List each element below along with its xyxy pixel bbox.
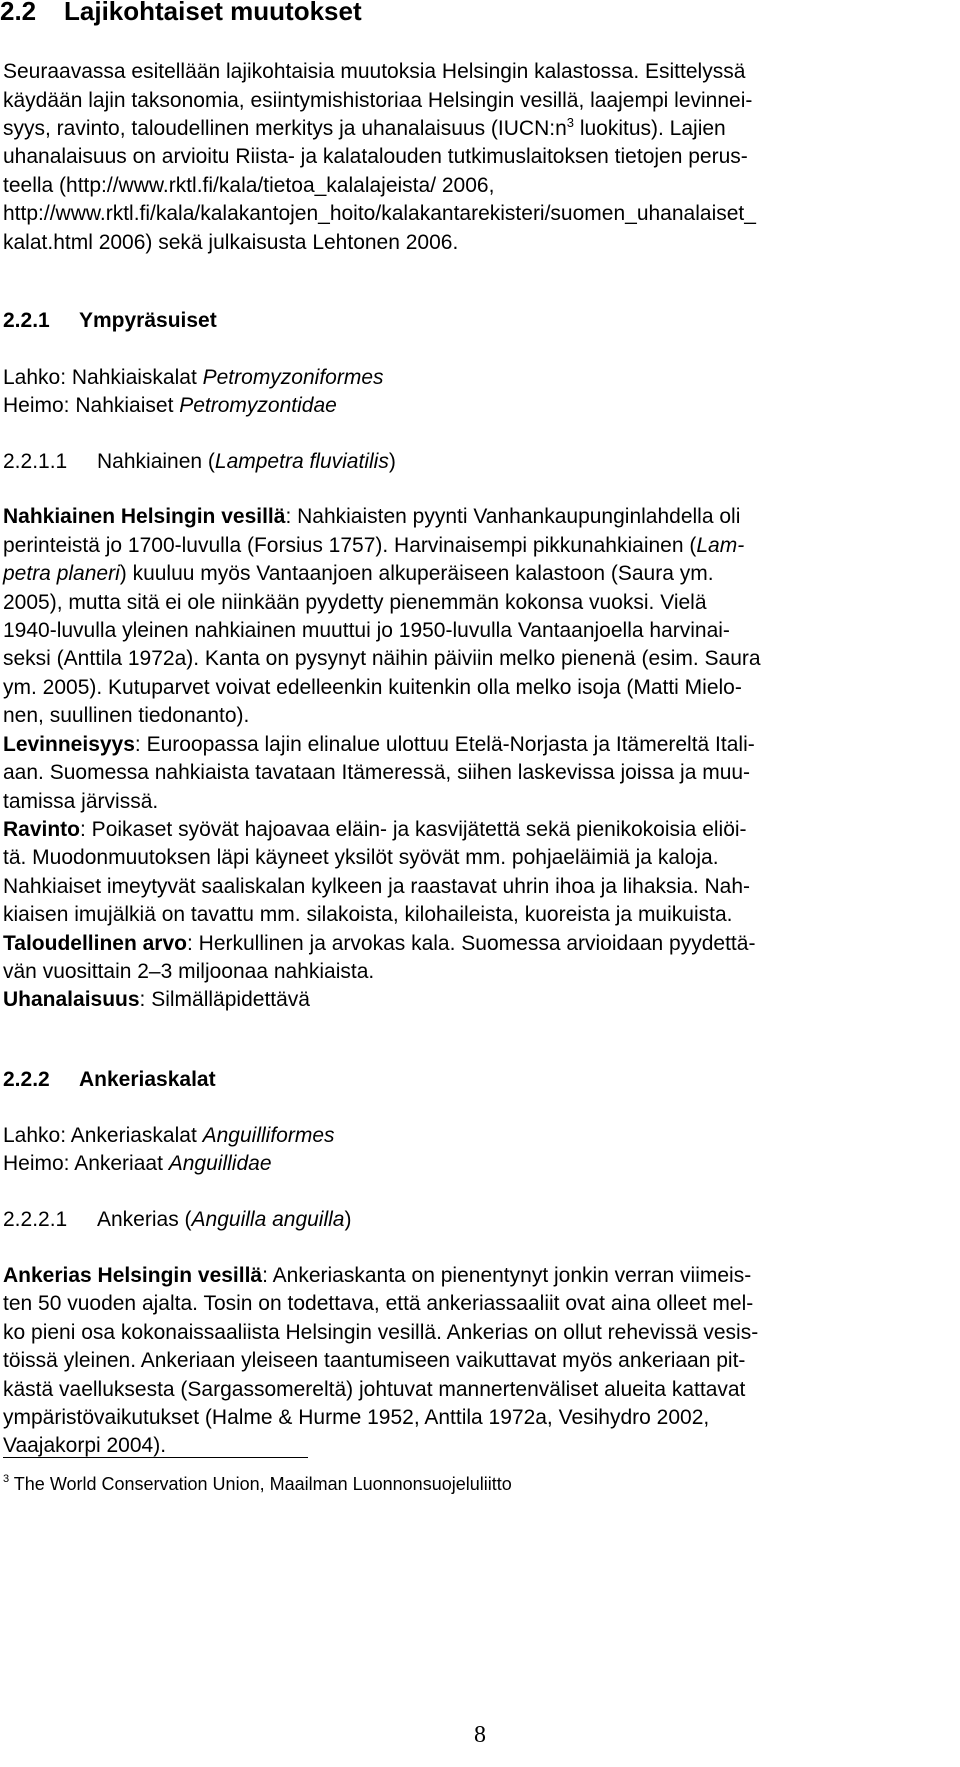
body-line: töissä yleinen. Ankeriaan yleiseen taantumiseen vaikuttavat myös ankeriaan pit-	[3, 1349, 746, 1372]
distribution-line: aan. Suomessa nahkiaista tavataan Itämeressä, siihen laskevissa joissa ja muu-	[3, 761, 751, 784]
section-number: 2.2	[0, 0, 37, 26]
body-line: Vaajakorpi 2004).	[3, 1434, 167, 1457]
economic-value-line: vän vuosittain 2–3 miljoonaa nahkiaista.	[3, 960, 375, 983]
economic-value-line: Taloudellinen arvo: Herkullinen ja arvokas kala. Suomessa arvioidaan pyydettä-	[3, 932, 756, 955]
footnote	[3, 1474, 512, 1495]
distribution-line: tamissa järvissä.	[3, 790, 159, 813]
body-line: nen, suullinen tiedonanto).	[3, 704, 250, 727]
diet-line: Ravinto: Poikaset syövät hajoavaa eläin- ja kasvijätettä sekä pienikokoisia eliöi-	[3, 818, 747, 841]
page-number: 8	[474, 1722, 486, 1748]
body-line: kästä vaelluksesta (Sargassomereltä) johtuvat mannertenväliset alueita kattavat	[3, 1378, 746, 1401]
footnote-text: The World Conservation Union, Maailman Luonnonsuojeluliitto	[9, 1474, 512, 1494]
section-heading	[0, 0, 362, 27]
footnote-ref: 3	[566, 115, 574, 130]
body-line: 1940-luvulla yleinen nahkiainen muuttui jo 1950-luvulla Vantaanjoella harvinai-	[3, 619, 730, 642]
body-line: ten 50 vuoden ajalta. Tosin on todettava, että ankeriassaaliit ovat aina olleet mel-	[3, 1292, 754, 1315]
intro-line: Seuraavassa esitellään lajikohtaisia muutoksia Helsingin kalastossa. Esittelyssä	[3, 60, 746, 83]
section-title: Lajikohtaiset muutokset	[64, 0, 362, 26]
intro-line: käydään lajin taksonomia, esiintymishistoriaa Helsingin vesillä, laajempi levinnei-	[3, 89, 753, 112]
taxonomy-order: Lahko: Ankeriaskalat Anguilliformes	[3, 1124, 335, 1147]
subsection-heading: 2.2.1 Ympyräsuiset	[3, 309, 217, 332]
body-line: perinteistä jo 1700-luvulla (Forsius 1757). Harvinaisempi pikkunahkiainen (Lam-	[3, 534, 745, 557]
body-line: seksi (Anttila 1972a). Kanta on pysynyt näihin päiviin melko pienenä (esim. Saura	[3, 647, 761, 670]
body-line: Nahkiainen Helsingin vesillä: Nahkiaisten pyynti Vanhankaupunginlahdella oli	[3, 505, 741, 528]
diet-line: kiaisen imujälkiä on tavattu mm. silakoista, kilohaileista, kuoreista ja muikuista.	[3, 903, 733, 926]
intro-line: syys, ravinto, taloudellinen merkitys ja uhanalaisuus ($IUCN:n^3$ luokitus). Lajien	[3, 115, 726, 140]
footnote-divider	[3, 1457, 308, 1458]
taxonomy-family: Heimo: Nahkiaiset Petromyzontidae	[3, 394, 337, 417]
species-heading: 2.2.2.1 Ankerias (Anguilla anguilla)	[3, 1208, 352, 1231]
footnote-mark: 3	[3, 1473, 10, 1485]
body-line: ym. 2005). Kutuparvet voivat edelleenkin kuitenkin olla melko isoja (Matti Mielo-	[3, 676, 742, 699]
species-heading: 2.2.1.1 Nahkiainen (Lampetra fluviatilis)	[3, 450, 396, 473]
diet-line: tä. Muodonmuutoksen läpi käyneet yksilöt syövät mm. pohjaeläimiä ja kaloja.	[3, 846, 719, 869]
body-line: petra planeri) kuuluu myös Vantaanjoen alkuperäiseen kalastoon (Saura ym.	[3, 562, 714, 585]
subsection-heading: 2.2.2 Ankeriaskalat	[3, 1068, 216, 1091]
threat-status-line: Uhanalaisuus: Silmälläpidettävä	[3, 988, 310, 1011]
intro-line: teella (http://www.rktl.fi/kala/tietoa_kalalajeista/ 2006,	[3, 174, 495, 197]
body-line: Ankerias Helsingin vesillä: Ankeriaskanta on pienentynyt jonkin verran viimeis-	[3, 1264, 752, 1287]
body-line: ympäristövaikutukset (Halme & Hurme 1952, Anttila 1972a, Vesihydro 2002,	[3, 1406, 710, 1429]
distribution-line: Levinneisyys: Euroopassa lajin elinalue ulottuu Etelä-Norjasta ja Itämereltä Itali-	[3, 733, 755, 756]
diet-line: Nahkiaiset imeytyvät saaliskalan kylkeen ja raastavat uhrin ihoa ja lihaksia. Nah-	[3, 875, 751, 898]
body-line: ko pieni osa kokonaissaaliista Helsingin vesillä. Ankerias on ollut rehevissä vesis-	[3, 1321, 759, 1344]
intro-line: http://www.rktl.fi/kala/kalakantojen_hoito/kalakantarekisteri/suomen_uhanalaiset_	[3, 202, 756, 225]
taxonomy-family: Heimo: Ankeriaat Anguillidae	[3, 1152, 272, 1175]
intro-line: uhanalaisuus on arvioitu Riista- ja kalatalouden tutkimuslaitoksen tietojen perus-	[3, 145, 748, 168]
body-line: 2005), mutta sitä ei ole niinkään pyydetty pienemmän kokonsa vuoksi. Vielä	[3, 591, 707, 614]
taxonomy-order: Lahko: Nahkiaiskalat Petromyzoniformes	[3, 366, 384, 389]
intro-line: kalat.html 2006) sekä julkaisusta Lehtonen 2006.	[3, 231, 459, 254]
